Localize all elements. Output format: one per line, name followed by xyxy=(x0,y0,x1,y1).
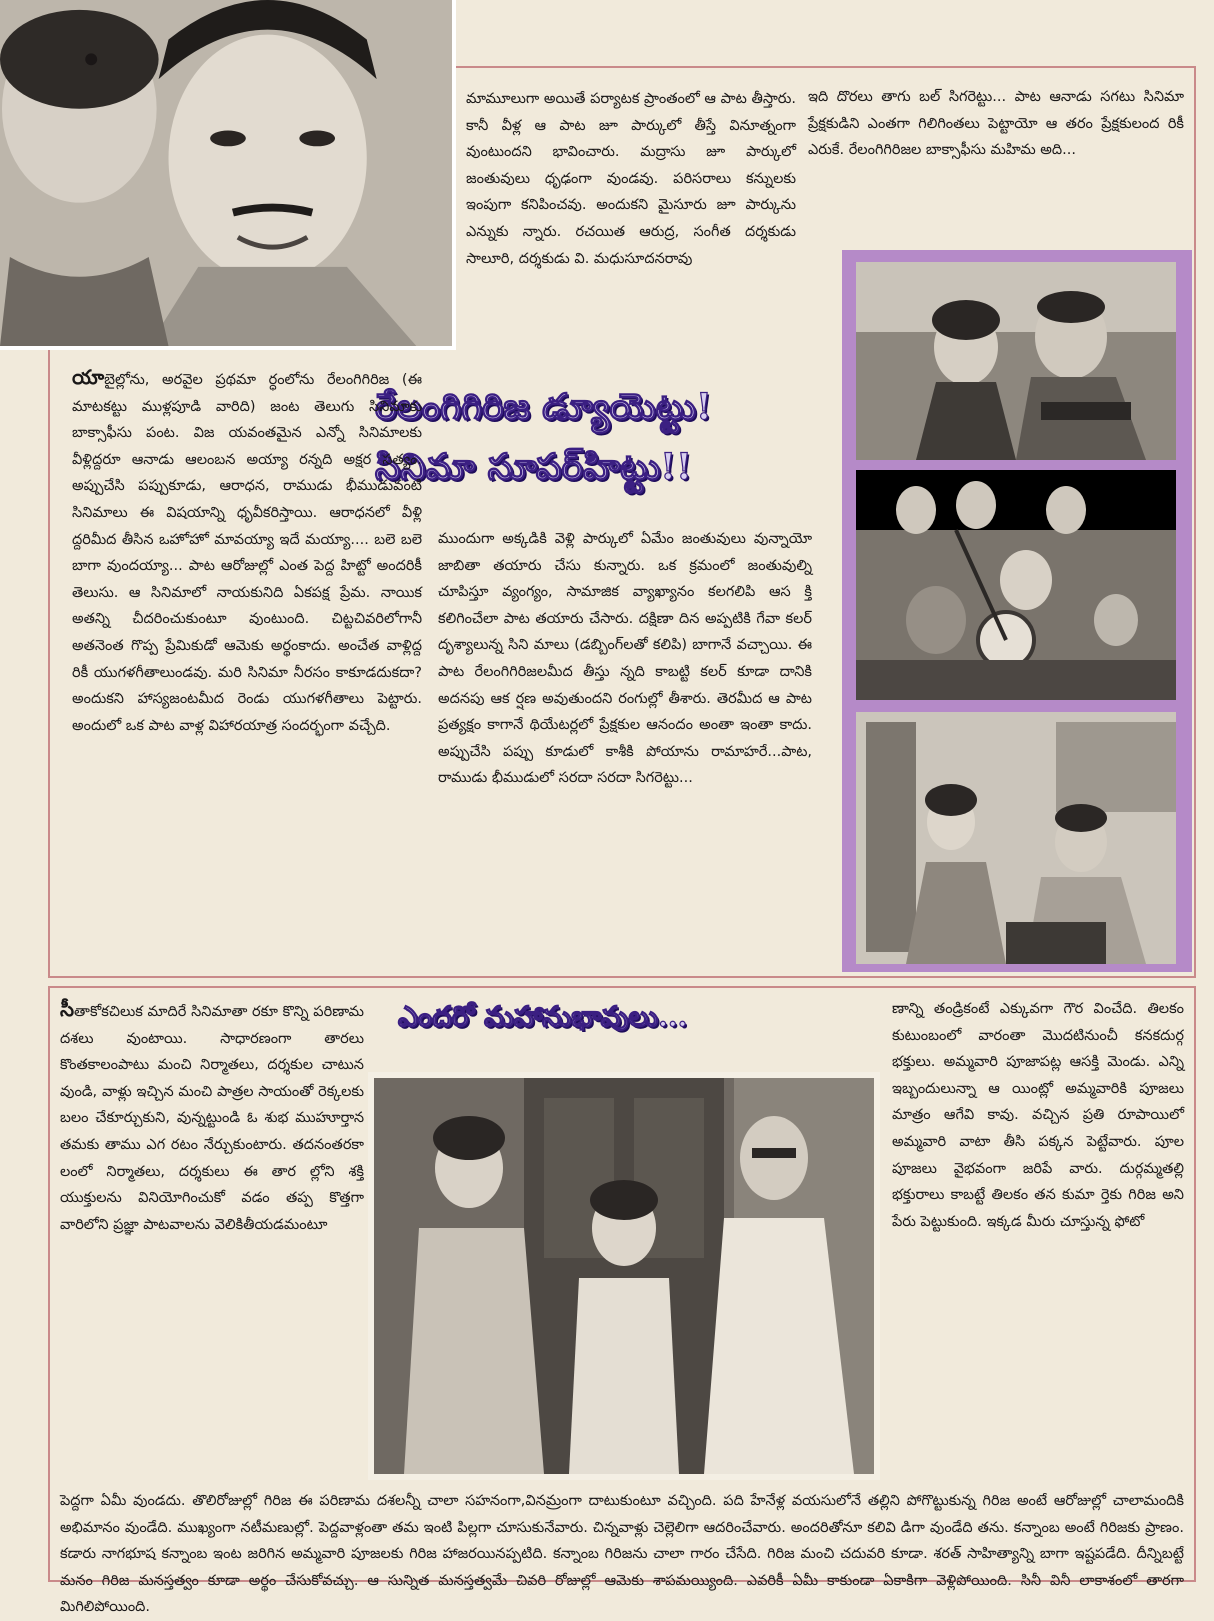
trio-portrait-photo xyxy=(368,1072,880,1480)
article-2-column-e xyxy=(60,996,364,1238)
article-1-column-d xyxy=(438,526,812,792)
paragraph: ఇది దొరలు తాగు బల్ సిగరెట్టు... పాట ఆనాడు సగటు సినిమా ప్రేక్షకుడిని ఎంతగా గిలిగింతలు పెట్టాయో ఆ తరం ప్రేక్షకులంద రికీ ఎరుకే. రేలంగిగిరిజల బాక్సాఫీసు మహిమ అది... xyxy=(808,89,1184,159)
paragraph-text: బైల్లోను, అరవైల ప్రథమా ర్ధంలోను రేలంగిగిరిజ (ఈ మాటకట్టు ముళ్లపూడి వారిది) జంట తెలుగు సినిమాకు బాక్సాఫీసు పంట. విజ యవంతమైన ఎన్నో సినిమాలకు వీళ్లిద్దరూ ఆనాడు ఆలంబన అయ్యా రన్నది అక్షర సత్యం. అప్పుచేసి పప్పుకూడు, ఆరాధన, రాముడు భీముడువంటి సినిమాలు ఈ విషయాన్ని ధృవీకరిస్తాయి. ఆరాధనలో వీళ్లి ద్దరిమీద తీసిన ఒహోహో మావయ్యా ఇదే మయ్యా.... బలె బలె బాగా వుందయ్యా... పాట ఆరోజుల్లో ఎంత పెద్ద హిట్టో అందరికీ తెలుసు. ఆ సినిమాలో నాయకునిది ఏకపక్ష ప్రేమ. నాయిక అతన్ని చీదరించుకుంటూ వుంటుంది. చిట్టచివరిలోగానీ అతనెంత గొప్ప ప్రేమికుడో ఆమెకు అర్థంకాదు. అంచేత వాళ్లిద్ద రికీ యుగళగీతాలుండవు. మరి సినిమా నీరసం కాకూడదుకదా? అందుకని హాస్యజంటమీద రెండు యుగళగీతాలు పెట్టారు. అందులో ఒక పాట వాళ్ల విహారయాత్ర సందర్భంగా వచ్చేది. xyxy=(72,372,422,734)
article-2-bottom-text xyxy=(60,1488,1184,1621)
drop-cap: సీ xyxy=(60,997,75,1021)
drop-cap: యా xyxy=(72,365,105,389)
film-still-2-photo xyxy=(856,470,1176,700)
article-1-column-a xyxy=(466,86,796,272)
article-2-column-f xyxy=(892,996,1184,1235)
main-headline-line-2: సినిమా సూపర్‌హిట్టు!! xyxy=(375,446,692,488)
film-still-3-photo xyxy=(856,712,1176,964)
paragraph: ణాన్ని తండ్రికంటే ఎక్కువగా గౌర వించేది. తిలకం కుటుంబంలో వారంతా మొదటినుంచీ కనకదుర్గ భక్తులు. అమ్మవారి పూజాపట్ల ఆసక్తి మెండు. ఎన్ని ఇబ్బందులున్నా ఆ యింట్లో అమ్మవారికి పూజలు మాత్రం ఆగేవి కావు. వచ్చిన ప్రతి రూపాయిలో అమ్మవారి వాటా తీసి పక్కన పెట్టేవారు. పూల పూజలు వైభవంగా జరిపే వారు. దుర్గమ్మతల్లి భక్తురాలు కాబట్టే తిలకం తన కుమా ర్తెకు గిరిజ అని పేరు పెట్టుకుంది. ఇక్కడ మీరు చూస్తున్న ఫోటో xyxy=(892,1001,1184,1230)
paragraph xyxy=(72,364,422,739)
article-1-column-c xyxy=(72,364,422,739)
main-headline-line-1: రేలంగిగిరిజ డ్యూయెట్టు! xyxy=(375,386,712,428)
paragraph-text: తాకోకచిలుక మాదిరే సినిమాతా రకూ కొన్ని పరిణామ దశలు వుంటాయి. సాధారణంగా తారలు కొంతకాలంపాటు మంచి నిర్మాతలు, దర్శకుల చాటున వుండి, వాళ్లు ఇచ్చిన మంచి పాత్రల సాయంతో రెక్కలకు బలం చేకూర్చుకుని, వున్నట్టుండి ఓ శుభ ముహూర్తాన తమకు తాము ఎగ రటం నేర్చుకుంటారు. తదనంతరకా లంలో నిర్మాతలు, దర్శకులు ఈ తార ల్లోని శక్తి యుక్తులను వినియోగించుకో వడం తప్ప కొత్తగా వారిలోని ప్రజ్ఞా పాటవాలను వెలికితీయడమంటూ xyxy=(60,1004,364,1233)
article-1-column-b xyxy=(808,84,1184,164)
paragraph xyxy=(60,996,364,1238)
paragraph: పెద్దగా ఏమీ వుండదు. తొలిరోజుల్లో గిరిజ ఈ పరిణామ దశలన్నీ చాలా సహనంగా,వినమ్రంగా దాటుకుంటూ వచ్చింది. పది హేనేళ్ల వయసులోనే తల్లిని పోగొట్టుకున్న గిరిజ అంటే ఆరోజుల్లో చాలామందికి అభిమానం వుండేది. ముఖ్యంగా నటీమణుల్లో. పెద్దవాళ్లంతా తమ ఇంటి పిల్లగా చూసుకునేవారు. చిన్నవాళ్లు చెల్లెలిగా ఆదరించేవారు. అందరితోనూ కలివి డిగా వుండేది తను. కన్నాంబ అంటే గిరిజకు ప్రాణం. కడారు నాగభూష కన్నాంబ ఇంట జరిగిన అమ్మవారి పూజలకు గిరిజ హాజరయినప్పటిది. కన్నాంబ గిరిజను చాలా గారం చేసేది. గిరిజ మంచి చదువరి కూడా. శరత్ సాహిత్యాన్ని బాగా ఇష్టపడేది. దీన్నిబట్టే మనం గిరిజ మనస్తత్వం కూడా అర్థం చేసుకోవచ్చు. ఆ సున్నిత మనస్తత్వమే చివరి రోజుల్లో ఆమెకు శాపమయ్యింది. ఎవరికీ ఏమీ కాకుండా ఏకాకిగా వెళ్లిపోయింది. సినీ వినీ లాకాశంలో తారగా మిగిలిపోయింది. xyxy=(60,1493,1184,1616)
paragraph: ముందుగా అక్కడికి వెళ్లి పార్కులో ఏమేం జంతువులు వున్నాయో జాబితా తయారు చేసు కున్నారు. ఒక క్రమంలో జంతువుల్ని చూపిస్తూ వ్యంగ్యం, సామాజిక వ్యాఖ్యానం కలగలిపి ఆస క్తి కలిగించేలా పాట తయారు చేసారు. దక్షిణా దిన అప్పటికి గేవా కలర్ దృశ్యాలున్న సిని మాలు (డబ్బింగ్‌లతో కలిపి) బాగానే వచ్చాయి. ఈ పాట రేలంగిగిరిజలమీద తీస్తు న్నది కాబట్టి కలర్ కూడా దానికి అదనపు ఆక ర్షణ అవుతుందని రంగుల్లో తీశారు. తెరమీద ఆ పాట ప్రత్యక్షం కాగానే థియేటర్లలో ప్రేక్షకుల ఆనందం అంతా ఇంతా కాదు. అప్పుచేసి పప్పు కూడులో కాశీకి పోయాను రామాహరే...పాట, రాముడు భీముడులో సరదా సరదా సిగరెట్టు... xyxy=(438,531,812,787)
paragraph: మామూలుగా అయితే పర్యాటక ప్రాంతంలో ఆ పాట తీస్తారు. కానీ వీళ్ల ఆ పాట జూ పార్కులో తీస్తే వినూత్నంగా వుంటుందని భావించారు. మద్రాసు జూ పార్కులో జంతువులు ధృఢంగా వుండవు. పరిసరాలు కన్నులకు ఇంపుగా కనిపించవు. అందుకని మైసూరు జూ పార్కును ఎన్నుకు న్నారు. రచయిత ఆరుద్ర, సంగీత దర్శకుడు సాలూరి, దర్శకుడు వి. మధుసూదనరావు xyxy=(466,91,796,267)
section-headline: ఎందరో మహానుభావులు... xyxy=(398,1000,688,1033)
couple-portrait-photo xyxy=(0,0,456,350)
film-still-1-photo xyxy=(856,262,1176,460)
